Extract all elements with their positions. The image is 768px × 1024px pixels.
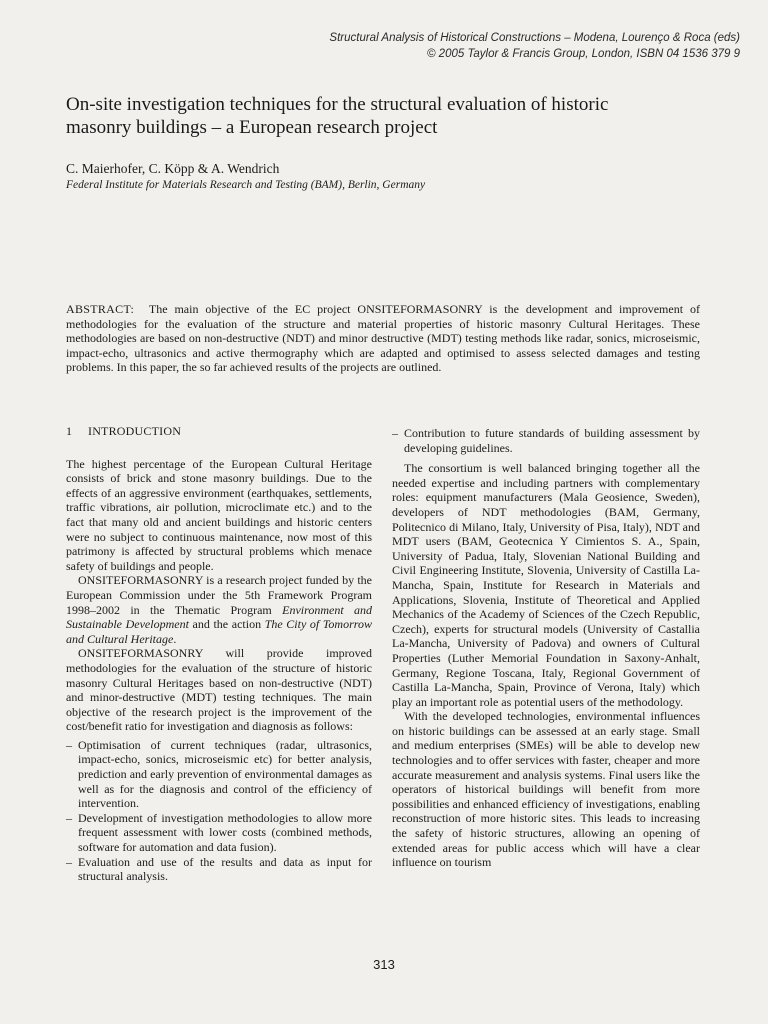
list-item: – Contribution to future standards of building assessment by developing guidelines.	[392, 426, 700, 455]
paragraph-1: The highest percentage of the European Cultural Heritage consists of brick and stone masonry buildings. Due to the effects of an aggressive environment (earthquakes, settlements, traffic vibrations, air pollution, microclimate etc.) and to the fact that many old and ancient buildings and historic centers were no subject to continuous maintenance, now most of this patrimony is affected by structural problems which menace safety of buildings and people.	[66, 456, 372, 573]
header-line-1: Structural Analysis of Historical Constructions – Modena, Lourenço & Roca (eds)	[329, 32, 740, 44]
page-number: 313	[373, 957, 395, 972]
left-column	[66, 424, 372, 884]
action-name: The City of Tomorrow and Cultural Heritage	[66, 617, 372, 646]
abstract	[66, 302, 700, 375]
header-line-2: © 2005 Taylor & Francis Group, London, ISBN 04 1536 379 9	[427, 48, 740, 60]
paragraph-2-text-b: and the action	[188, 617, 265, 632]
running-header	[180, 30, 740, 62]
paragraph-2	[66, 573, 372, 646]
paragraph-2-text-c: .	[173, 631, 177, 646]
list-item: – Development of investigation methodologies to allow more frequent assessment with lower costs (combined methods, software for automation and data fusion).	[66, 811, 372, 855]
program-name: Environment and Sustainable Development	[66, 602, 372, 632]
paper-affiliation: Federal Institute for Materials Research and Testing (BAM), Berlin, Germany	[66, 179, 426, 191]
objectives-list-continued	[392, 426, 700, 455]
objectives-list	[66, 738, 372, 884]
paragraph-5: With the developed technologies, environmental influences on historic buildings can be assessed at an early stage. Small and medium enterprises (SMEs) will be able to develop new technologies and to offer services with faster, cheaper and more accurate measurement and analysis systems. Final users like the operators of historical buildings will benefit from more possibilities and enhanced efficiency of investigations, enabling reconstruction of more historic sites. This leads to increasing the safety of historic structures, allowing an opening of extended areas for public access which will have a clear influence on tourism	[392, 709, 700, 870]
paper-title: On-site investigation techniques for the structural evaluation of historic masonry buildings – a European research project	[66, 94, 609, 138]
paragraph-4: The consortium is well balanced bringing together all the needed expertise and including partners with complementary roles: equipment manufacturers (Mala Geosience, Sweden), developers of NDT methodologies (BAM, Germany, Politecnico di Milano, Italy, University of Pisa, Italy), NDT and MDT users (BAM, Geotecnica Y Cimientos S. A., Spain, University of Padua, Italy, Slovenian National Building and Civil Engineering Institute, Slovenia, University of Castilla La-Mancha, Spain, Institute for Research in Materials and Applications, Slovenia, Institute of Theoretical and Applied Mechanics of the Academy of Sciences of the Czech Republic, Czech), experts for structural models (University of Castallia La-Mancha, University of Padova) and owners of Cultural Properties (Luther Memorial Foundation in Saxony-Anhalt, Germany, Regione Toscana, Italy, Regional Government of Castilla La-Mancha, Spain, Province of Verona, Italy) which play an important role as potential users of the methodology.	[392, 461, 700, 709]
paper-authors: C. Maierhofer, C. Köpp & A. Wendrich	[66, 161, 280, 176]
paragraph-2-text-a: ONSITEFORMASONRY is a research project funded by the European Commission under the 5th Framework Program 1998–2002 in the Thematic Program	[66, 573, 372, 617]
section-number: 1	[66, 424, 73, 438]
abstract-text: The main objective of the EC project ONSITEFORMASONRY is the development and improvement of methodologies for the evaluation of the structure and material properties of historic masonry Cultural Heritages. These methodologies are based on non-destructive (NDT) and minor destructive (MDT) testing methods like radar, sonics, microseismic, impact-echo, ultrasonics and active thermography which are adapted and optimised to assess selected damages and testing problems. In this paper, the so far achieved results of the projects are outlined.	[66, 302, 700, 375]
paragraph-3: ONSITEFORMASONRY will provide improved methodologies for the evaluation of the structure of historic masonry Cultural Heritages based on non-destructive (NDT) and minor-destructive (MDT) testing techniques. The main objective of the research project is the improvement of the cost/benefit ratio for investigation and diagnosis as follows:	[66, 646, 372, 734]
right-column	[392, 426, 700, 870]
abstract-label: ABSTRACT:	[66, 302, 135, 316]
list-item: – Evaluation and use of the results and data as input for structural analysis.	[66, 855, 372, 884]
section-title: INTRODUCTION	[88, 424, 182, 438]
section-heading	[66, 424, 372, 439]
list-item: – Optimisation of current techniques (radar, ultrasonics, impact-echo, sonics, microseismic etc) for better analysis, prediction and early prevention of environmental damages as well as for the diagnosis and control of the efficiency of intervention.	[66, 738, 372, 811]
